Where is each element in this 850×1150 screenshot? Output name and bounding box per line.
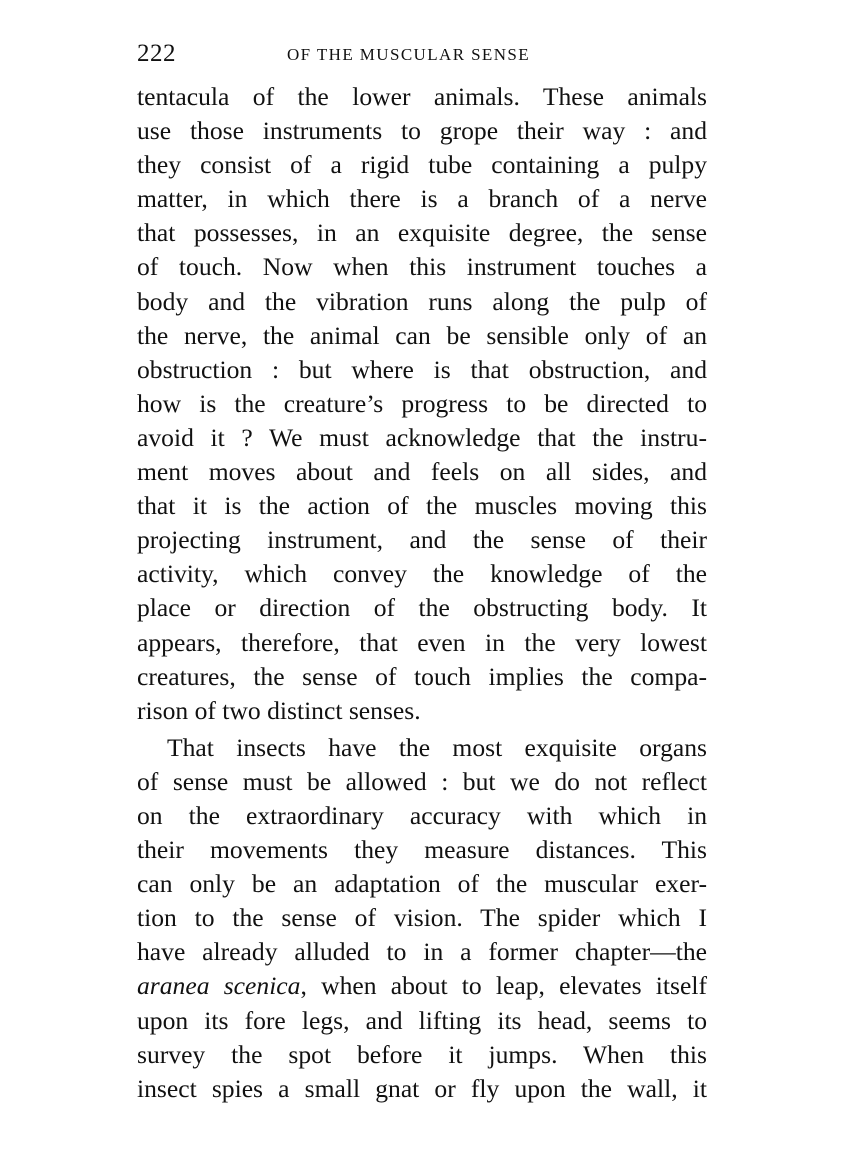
text-line-rest: , when about to leap, elevates itself — [300, 971, 707, 1001]
page-number: 222 — [137, 40, 176, 67]
text-line: avoid it ? We must acknowledge that the instru- — [137, 422, 707, 452]
text-line: can only be an adaptation of the muscular exer- — [137, 869, 707, 899]
text-line: ment moves about and feels on all sides, and — [137, 457, 707, 487]
text-line: that possesses, in an exquisite degree, the sense — [137, 218, 707, 248]
text-line: activity, which convey the knowledge of the — [137, 559, 707, 589]
text-line: their movements they measure distances. This — [137, 835, 707, 865]
paragraph-1 — [137, 80, 707, 728]
text-line: how is the creature’s progress to be directed to — [137, 388, 707, 418]
text-line: place or direction of the obstructing body. It — [137, 593, 707, 623]
text-line: rison of two distinct senses. — [137, 695, 421, 725]
text-line: creatures, the sense of touch implies the compa- — [137, 661, 707, 691]
text-line: body and the vibration runs along the pulp of — [137, 286, 707, 316]
text-line: projecting instrument, and the sense of their — [137, 525, 707, 555]
text-line: use those instruments to grope their way : and — [137, 116, 707, 146]
running-head — [137, 40, 707, 76]
species-name: aranea scenica — [137, 971, 301, 1001]
text-line: obstruction : but where is that obstruction, and — [137, 354, 707, 384]
text-line: tion to the sense of vision. The spider which I — [137, 903, 707, 933]
text-line: have already alluded to in a former chapter—the — [137, 937, 707, 967]
text-line: of sense must be allowed : but we do not reflect — [137, 766, 707, 796]
text-line: on the extraordinary accuracy with which in — [137, 800, 707, 830]
text-line: they consist of a rigid tube containing a pulpy — [137, 150, 707, 180]
running-title: OF THE MUSCULAR SENSE — [287, 45, 531, 64]
text-line: tentacula of the lower animals. These animals — [137, 82, 707, 111]
body-text — [137, 80, 707, 1106]
text-line: upon its fore legs, and lifting its head, seems to — [137, 1005, 707, 1035]
text-line: That insects have the most exquisite organs — [167, 732, 707, 762]
text-line: that it is the action of the muscles moving this — [137, 491, 707, 521]
paragraph-2 — [137, 731, 707, 1106]
text-line: of touch. Now when this instrument touches a — [137, 252, 707, 282]
text-line-italic — [137, 969, 707, 1003]
text-line: insect spies a small gnat or fly upon the wall, it — [137, 1073, 707, 1103]
text-line: matter, in which there is a branch of a nerve — [137, 184, 707, 214]
text-line: appears, therefore, that even in the very lowest — [137, 627, 707, 657]
text-line: the nerve, the animal can be sensible only of an — [137, 320, 707, 350]
text-line: survey the spot before it jumps. When this — [137, 1039, 707, 1069]
